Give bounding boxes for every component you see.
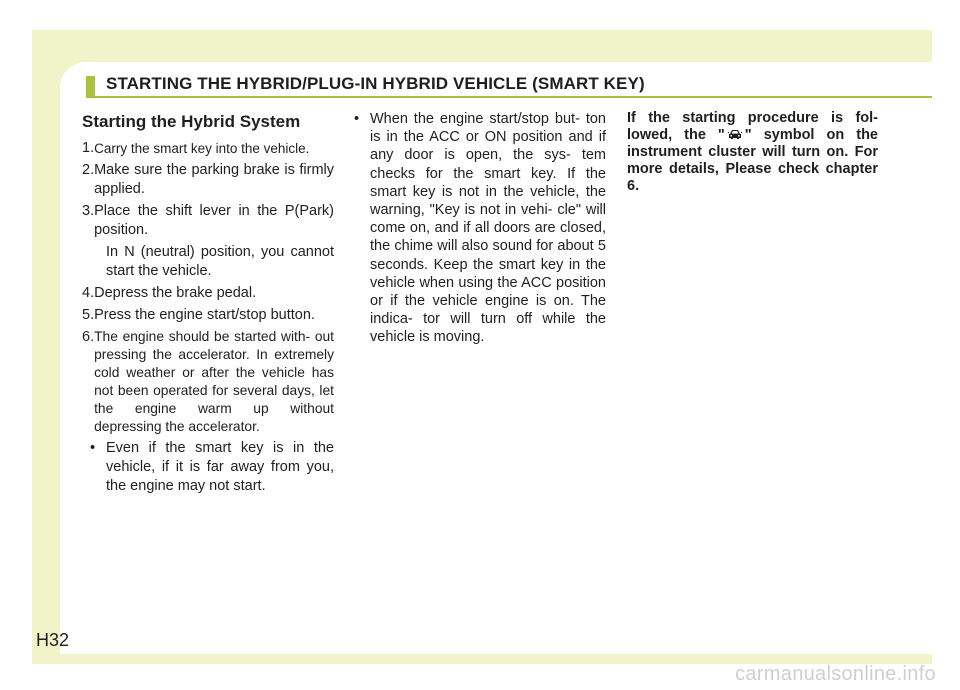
car-ready-icon: [727, 128, 743, 140]
step-6: [82, 328, 334, 436]
page-number: H32: [36, 630, 70, 650]
column-2: [354, 110, 606, 347]
ready-indicator-note: [627, 110, 878, 195]
bullet-text: When the engine start/stop but- ton is in the ACC or ON position and if any door is open, the sys- tem checks for the smart key. If the smart key is not in the vehicle, the warning, "Key is not in vehi- cle" will come on, and if all doors are closed, the chime will also sound for about 5 seconds. Keep the smart key in the vehicle when using the ACC position or if the vehicle engine is on. The indica- tor will turn off while the vehicle is moving.: [370, 111, 606, 346]
step-text: The engine should be started with- out pressing the accelerator. In extremely cold weather or after the vehicle has not been operated for several days, let the engine warm up without depressing the accelerator.: [94, 329, 334, 434]
bullet-item: [82, 439, 334, 496]
step-5: [82, 306, 334, 325]
step-2: [82, 161, 334, 199]
step-text: Carry the smart key into the vehicle.: [94, 141, 310, 156]
step-number: 4.: [82, 285, 95, 301]
step-text: Make sure the parking brake is firmly applied.: [94, 162, 334, 197]
section-rule: [86, 96, 932, 98]
bullet-text: Even if the smart key is in the vehicle, if it is far away from you, the engine may not start.: [106, 440, 334, 494]
bullet-item: [354, 110, 606, 347]
column-1: [82, 110, 334, 496]
step-4: [82, 284, 334, 303]
bullet-dot: •: [90, 440, 96, 456]
sub-heading: Starting the Hybrid System: [82, 112, 301, 131]
step-number: 2.: [82, 162, 95, 178]
section-header: [86, 72, 932, 98]
section-accent-bar: [86, 76, 95, 96]
step-3: [82, 202, 334, 240]
note-text-before: If the starting procedure is fol- lowed, the ": [627, 110, 878, 143]
note-text-after: " symbol on the instrument cluster will turn on. For more details, Please check chapter 6.: [627, 127, 878, 194]
column-3: [627, 110, 878, 195]
step-3-note: In N (neutral) position, you cannot start the vehicle.: [106, 244, 334, 279]
bullet-dot: •: [354, 111, 360, 127]
step-number: 1.: [82, 140, 95, 156]
step-1: [82, 139, 334, 158]
step-number: 3.: [82, 203, 95, 219]
step-number: 6.: [82, 329, 95, 345]
section-title: STARTING THE HYBRID/PLUG-IN HYBRID VEHICLE (SMART KEY): [106, 74, 645, 93]
step-text: Place the shift lever in the P(Park) position.: [94, 203, 334, 238]
watermark: carmanualsonline.info: [735, 663, 936, 685]
step-text: Press the engine start/stop button.: [94, 307, 315, 323]
step-text: Depress the brake pedal.: [94, 285, 257, 301]
step-number: 5.: [82, 307, 95, 323]
